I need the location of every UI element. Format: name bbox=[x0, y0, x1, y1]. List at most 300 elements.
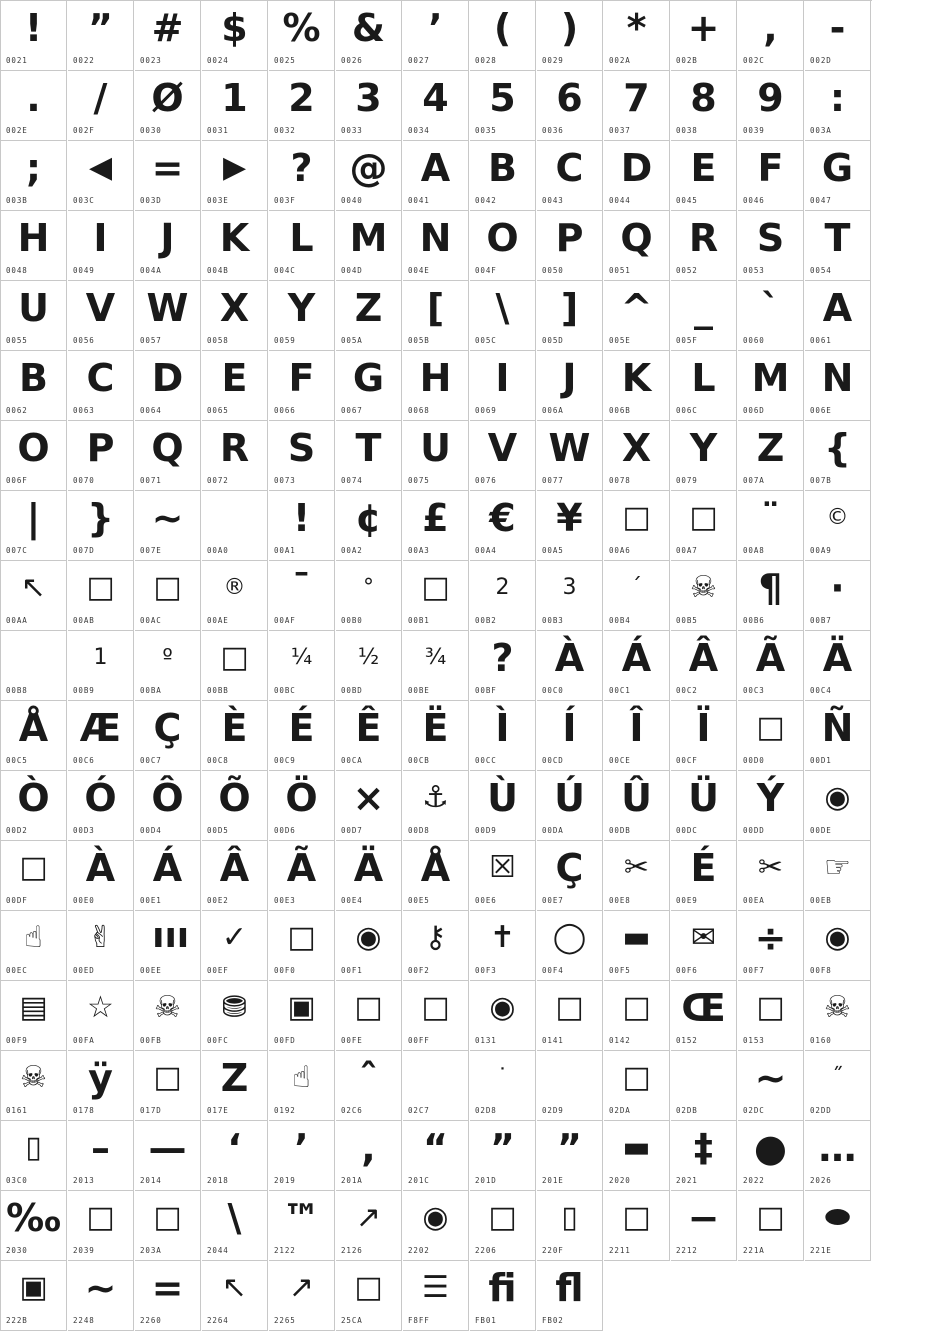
glyph-character: 8 bbox=[690, 76, 717, 120]
glyph-cell[interactable] bbox=[269, 141, 335, 211]
glyph-cell[interactable] bbox=[202, 141, 268, 211]
glyph-cell[interactable] bbox=[671, 351, 737, 421]
glyph-cell[interactable] bbox=[470, 561, 536, 631]
glyph-cell[interactable] bbox=[336, 631, 402, 701]
glyph-codepoint: 00DF bbox=[6, 896, 28, 905]
glyph-character: Ú bbox=[554, 776, 585, 820]
glyph-cell[interactable] bbox=[470, 1261, 536, 1331]
glyph-cell[interactable] bbox=[336, 981, 402, 1051]
glyph-cell[interactable] bbox=[135, 1121, 201, 1191]
glyph-cell[interactable] bbox=[68, 1, 134, 71]
glyph-cell[interactable] bbox=[135, 1261, 201, 1331]
glyph-cell[interactable] bbox=[470, 981, 536, 1051]
glyph-codepoint: 006E bbox=[810, 406, 832, 415]
glyph-cell[interactable] bbox=[805, 841, 871, 911]
glyph-cell[interactable] bbox=[1, 1261, 67, 1331]
glyph-cell[interactable] bbox=[403, 281, 469, 351]
glyph-cell[interactable] bbox=[403, 1191, 469, 1261]
glyph-cell[interactable] bbox=[403, 1, 469, 71]
glyph-cell[interactable] bbox=[805, 1191, 871, 1261]
glyph-cell[interactable] bbox=[202, 1051, 268, 1121]
glyph-cell[interactable] bbox=[68, 211, 134, 281]
glyph-cell[interactable] bbox=[604, 71, 670, 141]
glyph-cell[interactable] bbox=[738, 1191, 804, 1261]
glyph-cell[interactable] bbox=[202, 351, 268, 421]
glyph-cell[interactable] bbox=[269, 561, 335, 631]
glyph-cell[interactable] bbox=[68, 841, 134, 911]
glyph-cell[interactable] bbox=[336, 1, 402, 71]
glyph-cell[interactable] bbox=[537, 211, 603, 281]
glyph-character: 1 bbox=[221, 76, 248, 120]
glyph-cell[interactable] bbox=[671, 981, 737, 1051]
glyph-cell[interactable] bbox=[336, 141, 402, 211]
glyph-cell[interactable] bbox=[470, 771, 536, 841]
glyph-cell[interactable] bbox=[68, 281, 134, 351]
glyph-codepoint: 0052 bbox=[676, 266, 698, 275]
glyph-cell[interactable] bbox=[403, 631, 469, 701]
glyph-cell[interactable] bbox=[1, 491, 67, 561]
glyph-cell[interactable] bbox=[135, 71, 201, 141]
glyph-cell[interactable] bbox=[202, 911, 268, 981]
glyph-character: ✉ bbox=[690, 920, 717, 955]
glyph-cell[interactable] bbox=[671, 1191, 737, 1261]
glyph-cell[interactable] bbox=[403, 981, 469, 1051]
glyph-cell[interactable] bbox=[202, 981, 268, 1051]
glyph-cell[interactable] bbox=[135, 1191, 201, 1261]
glyph-cell[interactable] bbox=[202, 1191, 268, 1261]
glyph-cell[interactable] bbox=[403, 561, 469, 631]
glyph-cell[interactable] bbox=[604, 1191, 670, 1261]
glyph-cell[interactable] bbox=[135, 211, 201, 281]
glyph-cell[interactable] bbox=[336, 351, 402, 421]
glyph-cell[interactable] bbox=[738, 351, 804, 421]
glyph-codepoint: 003A bbox=[810, 126, 832, 135]
glyph-cell[interactable] bbox=[604, 631, 670, 701]
glyph-character: ” bbox=[490, 1126, 515, 1170]
glyph-cell[interactable] bbox=[470, 911, 536, 981]
glyph-cell[interactable] bbox=[738, 211, 804, 281]
glyph-cell[interactable] bbox=[135, 1051, 201, 1121]
glyph-cell[interactable] bbox=[805, 981, 871, 1051]
glyph-cell[interactable] bbox=[470, 281, 536, 351]
glyph-cell[interactable] bbox=[671, 1121, 737, 1191]
glyph-cell[interactable] bbox=[537, 981, 603, 1051]
glyph-cell[interactable] bbox=[1, 911, 67, 981]
glyph-cell[interactable] bbox=[470, 701, 536, 771]
glyph-cell[interactable] bbox=[671, 141, 737, 211]
glyph-codepoint: 0050 bbox=[542, 266, 564, 275]
glyph-character: □ bbox=[421, 990, 450, 1025]
glyph-character: — bbox=[148, 1126, 187, 1170]
glyph-cell[interactable] bbox=[604, 421, 670, 491]
glyph-cell[interactable] bbox=[537, 1191, 603, 1261]
glyph-cell[interactable] bbox=[537, 771, 603, 841]
glyph-cell[interactable] bbox=[1, 71, 67, 141]
glyph-cell[interactable] bbox=[470, 421, 536, 491]
glyph-cell[interactable] bbox=[336, 701, 402, 771]
glyph-cell[interactable] bbox=[403, 841, 469, 911]
glyph-cell[interactable] bbox=[671, 421, 737, 491]
glyph-cell[interactable] bbox=[403, 1261, 469, 1331]
glyph-cell[interactable] bbox=[805, 911, 871, 981]
glyph-cell[interactable] bbox=[336, 421, 402, 491]
glyph-cell[interactable] bbox=[738, 1, 804, 71]
glyph-character: ) bbox=[560, 6, 579, 50]
glyph-cell[interactable] bbox=[135, 1, 201, 71]
glyph-cell[interactable] bbox=[738, 1051, 804, 1121]
glyph-cell[interactable] bbox=[738, 841, 804, 911]
glyph-codepoint: 0074 bbox=[341, 476, 363, 485]
glyph-cell[interactable] bbox=[537, 701, 603, 771]
glyph-cell[interactable] bbox=[269, 491, 335, 561]
glyph-cell[interactable] bbox=[537, 561, 603, 631]
glyph-cell[interactable] bbox=[537, 71, 603, 141]
glyph-cell[interactable] bbox=[537, 841, 603, 911]
glyph-cell[interactable] bbox=[805, 631, 871, 701]
glyph-cell[interactable] bbox=[671, 211, 737, 281]
glyph-codepoint: 00EC bbox=[6, 966, 28, 975]
glyph-cell[interactable] bbox=[403, 211, 469, 281]
glyph-codepoint: 2202 bbox=[408, 1246, 430, 1255]
glyph-cell[interactable] bbox=[269, 701, 335, 771]
glyph-cell[interactable] bbox=[135, 141, 201, 211]
glyph-cell[interactable] bbox=[68, 141, 134, 211]
glyph-cell[interactable] bbox=[805, 211, 871, 281]
glyph-cell[interactable] bbox=[671, 1, 737, 71]
glyph-cell[interactable] bbox=[738, 911, 804, 981]
glyph-codepoint: 0039 bbox=[743, 126, 765, 135]
glyph-cell[interactable] bbox=[1, 561, 67, 631]
glyph-cell[interactable] bbox=[336, 281, 402, 351]
glyph-cell[interactable] bbox=[336, 561, 402, 631]
glyph-character: ? bbox=[290, 146, 313, 190]
glyph-cell[interactable] bbox=[202, 211, 268, 281]
glyph-character: $ bbox=[221, 6, 248, 50]
glyph-cell[interactable] bbox=[738, 631, 804, 701]
glyph-cell[interactable] bbox=[202, 491, 268, 561]
glyph-cell[interactable] bbox=[135, 281, 201, 351]
glyph-cell[interactable] bbox=[1, 841, 67, 911]
glyph-cell[interactable] bbox=[269, 911, 335, 981]
glyph-cell[interactable] bbox=[336, 211, 402, 281]
glyph-cell[interactable] bbox=[738, 1121, 804, 1191]
glyph-cell[interactable] bbox=[68, 1261, 134, 1331]
glyph-cell[interactable] bbox=[604, 841, 670, 911]
glyph-cell[interactable] bbox=[738, 421, 804, 491]
glyph-cell[interactable] bbox=[470, 1051, 536, 1121]
glyph-cell[interactable] bbox=[269, 841, 335, 911]
glyph-cell[interactable] bbox=[336, 1051, 402, 1121]
glyph-cell[interactable] bbox=[1, 1051, 67, 1121]
glyph-cell[interactable] bbox=[738, 771, 804, 841]
glyph-character: ‘ bbox=[227, 1126, 242, 1170]
glyph-cell[interactable] bbox=[738, 141, 804, 211]
glyph-cell[interactable] bbox=[805, 71, 871, 141]
glyph-cell[interactable] bbox=[68, 561, 134, 631]
glyph-character: \ bbox=[227, 1196, 242, 1240]
glyph-cell[interactable] bbox=[269, 211, 335, 281]
glyph-cell[interactable] bbox=[671, 631, 737, 701]
glyph-cell[interactable] bbox=[805, 1121, 871, 1191]
glyph-cell[interactable] bbox=[537, 281, 603, 351]
glyph-cell[interactable] bbox=[738, 561, 804, 631]
glyph-cell[interactable] bbox=[68, 911, 134, 981]
glyph-cell[interactable] bbox=[604, 561, 670, 631]
glyph-character: @ bbox=[349, 146, 388, 190]
glyph-cell[interactable] bbox=[537, 911, 603, 981]
glyph-cell[interactable] bbox=[269, 351, 335, 421]
glyph-character: { bbox=[823, 426, 852, 470]
glyph-cell[interactable] bbox=[738, 491, 804, 561]
glyph-codepoint: 2126 bbox=[341, 1246, 363, 1255]
glyph-cell[interactable] bbox=[135, 351, 201, 421]
glyph-character: £ bbox=[422, 496, 449, 540]
glyph-cell[interactable] bbox=[805, 421, 871, 491]
glyph-cell[interactable] bbox=[604, 911, 670, 981]
glyph-cell[interactable] bbox=[269, 421, 335, 491]
glyph-character: □ bbox=[421, 570, 450, 605]
glyph-cell[interactable] bbox=[1, 1191, 67, 1261]
glyph-cell[interactable] bbox=[202, 71, 268, 141]
glyph-cell[interactable] bbox=[202, 1121, 268, 1191]
glyph-cell[interactable] bbox=[269, 1051, 335, 1121]
glyph-cell[interactable] bbox=[470, 211, 536, 281]
glyph-cell[interactable] bbox=[202, 1, 268, 71]
glyph-cell[interactable] bbox=[604, 491, 670, 561]
glyph-cell[interactable] bbox=[336, 841, 402, 911]
glyph-cell[interactable] bbox=[805, 1051, 871, 1121]
glyph-cell[interactable] bbox=[1, 701, 67, 771]
glyph-cell[interactable] bbox=[604, 771, 670, 841]
glyph-cell[interactable] bbox=[805, 561, 871, 631]
glyph-cell[interactable] bbox=[68, 701, 134, 771]
glyph-cell[interactable] bbox=[202, 841, 268, 911]
glyph-character: Y bbox=[287, 286, 316, 330]
glyph-codepoint: 00F2 bbox=[408, 966, 430, 975]
glyph-cell[interactable] bbox=[537, 1, 603, 71]
glyph-character: □ bbox=[153, 570, 182, 605]
glyph-cell[interactable] bbox=[671, 1051, 737, 1121]
glyph-cell[interactable] bbox=[738, 71, 804, 141]
glyph-codepoint: 00F6 bbox=[676, 966, 698, 975]
glyph-cell[interactable] bbox=[403, 491, 469, 561]
glyph-cell[interactable] bbox=[604, 701, 670, 771]
glyph-cell[interactable] bbox=[604, 211, 670, 281]
glyph-codepoint: 00D8 bbox=[408, 826, 430, 835]
glyph-cell[interactable] bbox=[403, 1051, 469, 1121]
glyph-cell[interactable] bbox=[135, 701, 201, 771]
glyph-character: Å bbox=[18, 706, 49, 750]
glyph-cell[interactable] bbox=[269, 631, 335, 701]
glyph-cell[interactable] bbox=[805, 771, 871, 841]
glyph-cell[interactable] bbox=[537, 141, 603, 211]
glyph-codepoint: 0152 bbox=[676, 1036, 698, 1045]
glyph-cell[interactable] bbox=[671, 561, 737, 631]
glyph-cell[interactable] bbox=[470, 71, 536, 141]
glyph-cell[interactable] bbox=[537, 1261, 603, 1331]
glyph-cell[interactable] bbox=[336, 911, 402, 981]
glyph-cell[interactable] bbox=[1, 1121, 67, 1191]
glyph-cell[interactable] bbox=[537, 1121, 603, 1191]
glyph-cell[interactable] bbox=[470, 1191, 536, 1261]
glyph-cell[interactable] bbox=[1, 1, 67, 71]
glyph-cell[interactable] bbox=[805, 141, 871, 211]
glyph-cell[interactable] bbox=[68, 631, 134, 701]
glyph-cell[interactable] bbox=[604, 1, 670, 71]
glyph-cell[interactable] bbox=[135, 491, 201, 561]
glyph-cell[interactable] bbox=[403, 701, 469, 771]
glyph-character: “ bbox=[423, 1126, 448, 1170]
glyph-cell[interactable] bbox=[805, 701, 871, 771]
glyph-codepoint: 0064 bbox=[140, 406, 162, 415]
glyph-codepoint: 00D7 bbox=[341, 826, 363, 835]
glyph-cell[interactable] bbox=[135, 771, 201, 841]
glyph-cell[interactable] bbox=[202, 281, 268, 351]
glyph-cell[interactable] bbox=[68, 421, 134, 491]
glyph-cell[interactable] bbox=[604, 141, 670, 211]
glyph-cell[interactable] bbox=[1, 631, 67, 701]
glyph-cell[interactable] bbox=[269, 1261, 335, 1331]
glyph-cell[interactable] bbox=[202, 1261, 268, 1331]
glyph-cell[interactable] bbox=[135, 911, 201, 981]
glyph-codepoint: 0024 bbox=[207, 56, 229, 65]
glyph-cell[interactable] bbox=[202, 421, 268, 491]
glyph-cell[interactable] bbox=[604, 281, 670, 351]
glyph-cell[interactable] bbox=[135, 841, 201, 911]
glyph-cell[interactable] bbox=[202, 561, 268, 631]
glyph-cell[interactable] bbox=[403, 351, 469, 421]
glyph-cell[interactable] bbox=[537, 421, 603, 491]
glyph-codepoint: 00B9 bbox=[73, 686, 95, 695]
glyph-cell[interactable] bbox=[738, 981, 804, 1051]
glyph-cell[interactable] bbox=[68, 1121, 134, 1191]
glyph-cell[interactable] bbox=[336, 1261, 402, 1331]
glyph-cell[interactable] bbox=[68, 351, 134, 421]
glyph-cell[interactable] bbox=[269, 1, 335, 71]
glyph-cell[interactable] bbox=[68, 491, 134, 561]
glyph-cell[interactable] bbox=[403, 421, 469, 491]
glyph-cell[interactable] bbox=[671, 911, 737, 981]
glyph-cell[interactable] bbox=[1, 981, 67, 1051]
glyph-cell[interactable] bbox=[202, 701, 268, 771]
glyph-cell[interactable] bbox=[135, 561, 201, 631]
glyph-cell[interactable] bbox=[135, 631, 201, 701]
glyph-cell[interactable] bbox=[68, 1051, 134, 1121]
glyph-cell[interactable] bbox=[403, 771, 469, 841]
glyph-cell[interactable] bbox=[805, 1, 871, 71]
glyph-codepoint: 2030 bbox=[6, 1246, 28, 1255]
glyph-cell[interactable] bbox=[1, 421, 67, 491]
glyph-cell[interactable] bbox=[671, 841, 737, 911]
glyph-cell[interactable] bbox=[336, 1121, 402, 1191]
glyph-codepoint: 201D bbox=[475, 1176, 497, 1185]
glyph-character: 6 bbox=[556, 76, 583, 120]
glyph-cell[interactable] bbox=[604, 1051, 670, 1121]
glyph-cell[interactable] bbox=[269, 1191, 335, 1261]
glyph-cell[interactable] bbox=[68, 771, 134, 841]
glyph-character: I bbox=[93, 216, 108, 260]
glyph-cell[interactable] bbox=[470, 631, 536, 701]
glyph-cell[interactable] bbox=[68, 1191, 134, 1261]
glyph-cell[interactable] bbox=[1, 771, 67, 841]
glyph-cell[interactable] bbox=[738, 281, 804, 351]
glyph-cell[interactable] bbox=[1, 211, 67, 281]
glyph-cell[interactable] bbox=[671, 491, 737, 561]
glyph-cell[interactable] bbox=[269, 71, 335, 141]
glyph-cell[interactable] bbox=[470, 141, 536, 211]
glyph-codepoint: 007B bbox=[810, 476, 832, 485]
glyph-cell[interactable] bbox=[671, 71, 737, 141]
glyph-character: □ bbox=[153, 1200, 182, 1235]
glyph-cell[interactable] bbox=[1, 281, 67, 351]
glyph-cell[interactable] bbox=[671, 281, 737, 351]
glyph-cell[interactable] bbox=[403, 1121, 469, 1191]
glyph-cell[interactable] bbox=[336, 1191, 402, 1261]
glyph-character: _ bbox=[694, 286, 713, 330]
glyph-cell[interactable] bbox=[202, 771, 268, 841]
glyph-cell[interactable] bbox=[671, 771, 737, 841]
glyph-codepoint: 0060 bbox=[743, 336, 765, 345]
glyph-cell[interactable] bbox=[1, 351, 67, 421]
glyph-cell[interactable] bbox=[403, 911, 469, 981]
glyph-cell[interactable] bbox=[470, 351, 536, 421]
glyph-cell[interactable] bbox=[269, 771, 335, 841]
glyph-cell[interactable] bbox=[336, 491, 402, 561]
glyph-cell[interactable] bbox=[537, 351, 603, 421]
glyph-character: / bbox=[93, 76, 108, 120]
glyph-codepoint: 02D9 bbox=[542, 1106, 564, 1115]
glyph-cell[interactable] bbox=[470, 1, 536, 71]
glyph-cell[interactable] bbox=[135, 981, 201, 1051]
glyph-cell[interactable] bbox=[604, 1121, 670, 1191]
glyph-cell[interactable] bbox=[537, 491, 603, 561]
glyph-cell[interactable] bbox=[671, 701, 737, 771]
glyph-codepoint: 0069 bbox=[475, 406, 497, 415]
glyph-cell[interactable] bbox=[68, 71, 134, 141]
glyph-cell[interactable] bbox=[403, 71, 469, 141]
glyph-cell[interactable] bbox=[604, 981, 670, 1051]
glyph-cell[interactable] bbox=[336, 771, 402, 841]
glyph-cell[interactable] bbox=[202, 631, 268, 701]
glyph-cell[interactable] bbox=[805, 351, 871, 421]
glyph-character: ◉ bbox=[355, 920, 382, 955]
glyph-cell[interactable] bbox=[135, 421, 201, 491]
glyph-codepoint: 00BD bbox=[341, 686, 363, 695]
glyph-character: Â bbox=[688, 636, 719, 680]
glyph-character: □ bbox=[354, 990, 383, 1025]
glyph-cell[interactable] bbox=[537, 631, 603, 701]
glyph-cell[interactable] bbox=[269, 281, 335, 351]
glyph-codepoint: 00C5 bbox=[6, 756, 28, 765]
glyph-cell[interactable] bbox=[470, 1121, 536, 1191]
glyph-cell[interactable] bbox=[470, 491, 536, 561]
glyph-cell[interactable] bbox=[269, 1121, 335, 1191]
glyph-cell[interactable] bbox=[604, 351, 670, 421]
glyph-cell[interactable] bbox=[738, 701, 804, 771]
glyph-cell[interactable] bbox=[269, 981, 335, 1051]
glyph-character: ☒ bbox=[489, 850, 516, 885]
glyph-cell[interactable] bbox=[805, 281, 871, 351]
glyph-cell[interactable] bbox=[336, 71, 402, 141]
glyph-cell[interactable] bbox=[805, 491, 871, 561]
glyph-cell[interactable] bbox=[470, 841, 536, 911]
glyph-codepoint: 00CD bbox=[542, 756, 564, 765]
glyph-character: Á bbox=[152, 846, 183, 890]
glyph-cell[interactable] bbox=[1, 141, 67, 211]
glyph-cell[interactable] bbox=[68, 981, 134, 1051]
glyph-cell[interactable] bbox=[403, 141, 469, 211]
glyph-cell[interactable] bbox=[537, 1051, 603, 1121]
